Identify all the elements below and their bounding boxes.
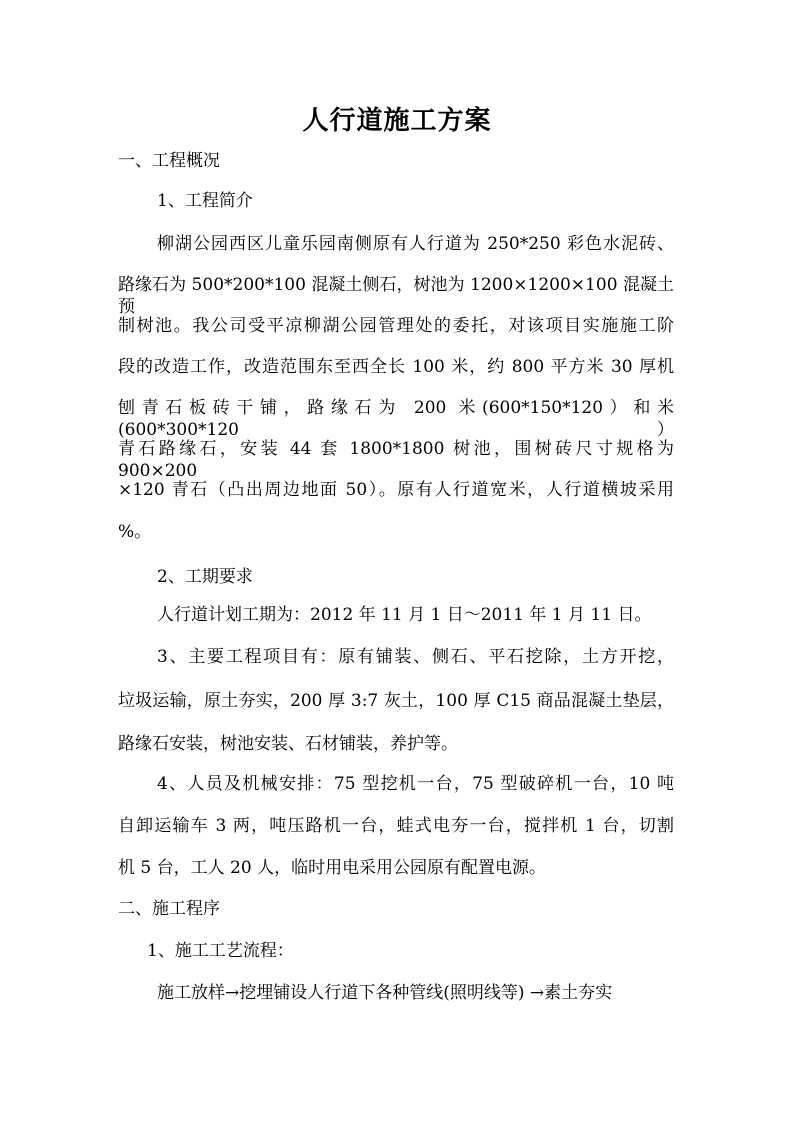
subheading-schedule: 2、工期要求 [157,567,253,587]
section-heading-overview: 一、工程概况 [118,151,220,171]
paragraph-line: 青石路缘石，安装 44 套 1800*1800 树池，围树砖尺寸规格为 900×200 [118,439,674,481]
paragraph-line: 路缘石为 500*200*100 混凝土侧石，树池为 1200×1200×100 混凝土预 [118,275,674,317]
paragraph-line: 制树池。我公司受平凉柳湖公园管理处的委托，对该项目实施施工阶 [118,316,674,336]
paragraph-line: 自卸运输车 3 两，吨压路机一台，蛙式电夯一台，搅拌机 1 台，切割 [118,816,674,836]
paragraph-line: 路缘石安装，树池安装、石材铺装，养护等。 [118,734,458,754]
paragraph-line: 垃圾运输，原土夯实，200 厚 3:7 灰土，100 厚 C15 商品混凝土垫层， [118,691,674,711]
paragraph-line: 刨青石板砖干铺，路缘石为 200 米(600*150*120）和米(600*300*120） [118,398,674,440]
subheading-project-intro: 1、工程简介 [157,191,253,211]
paragraph-line: 机 5 台，工人 20 人，临时用电采用公园原有配置电源。 [118,858,547,878]
paragraph-line: 4、人员及机械安排：75 型挖机一台，75 型破碎机一台，10 吨 [157,774,674,794]
subheading-process-flow: 1、施工工艺流程： [147,941,294,961]
paragraph-line: 施工放样→挖埋铺设人行道下各种管线(照明线等) →素土夯实 [157,983,613,1003]
paragraph-line: 段的改造工作，改造范围东至西全长 100 米，约 800 平方米 30 厚机 [118,357,674,377]
paragraph-line: ×120 青石（凸出周边地面 50）。原有人行道宽米，人行道横坡采用 [118,480,674,500]
section-heading-procedure: 二、施工程序 [118,899,220,919]
paragraph-line: 人行道计划工期为：2012 年 11 月 1 日～2011 年 1 月 11 日。 [157,605,652,625]
document-title: 人行道施工方案 [302,106,492,136]
paragraph-line: %。 [118,522,152,542]
paragraph-line: 柳湖公园西区儿童乐园南侧原有人行道为 250*250 彩色水泥砖、 [157,234,674,254]
paragraph-line: 3、主要工程项目有：原有铺装、侧石、平石挖除，土方开挖， [157,647,674,667]
